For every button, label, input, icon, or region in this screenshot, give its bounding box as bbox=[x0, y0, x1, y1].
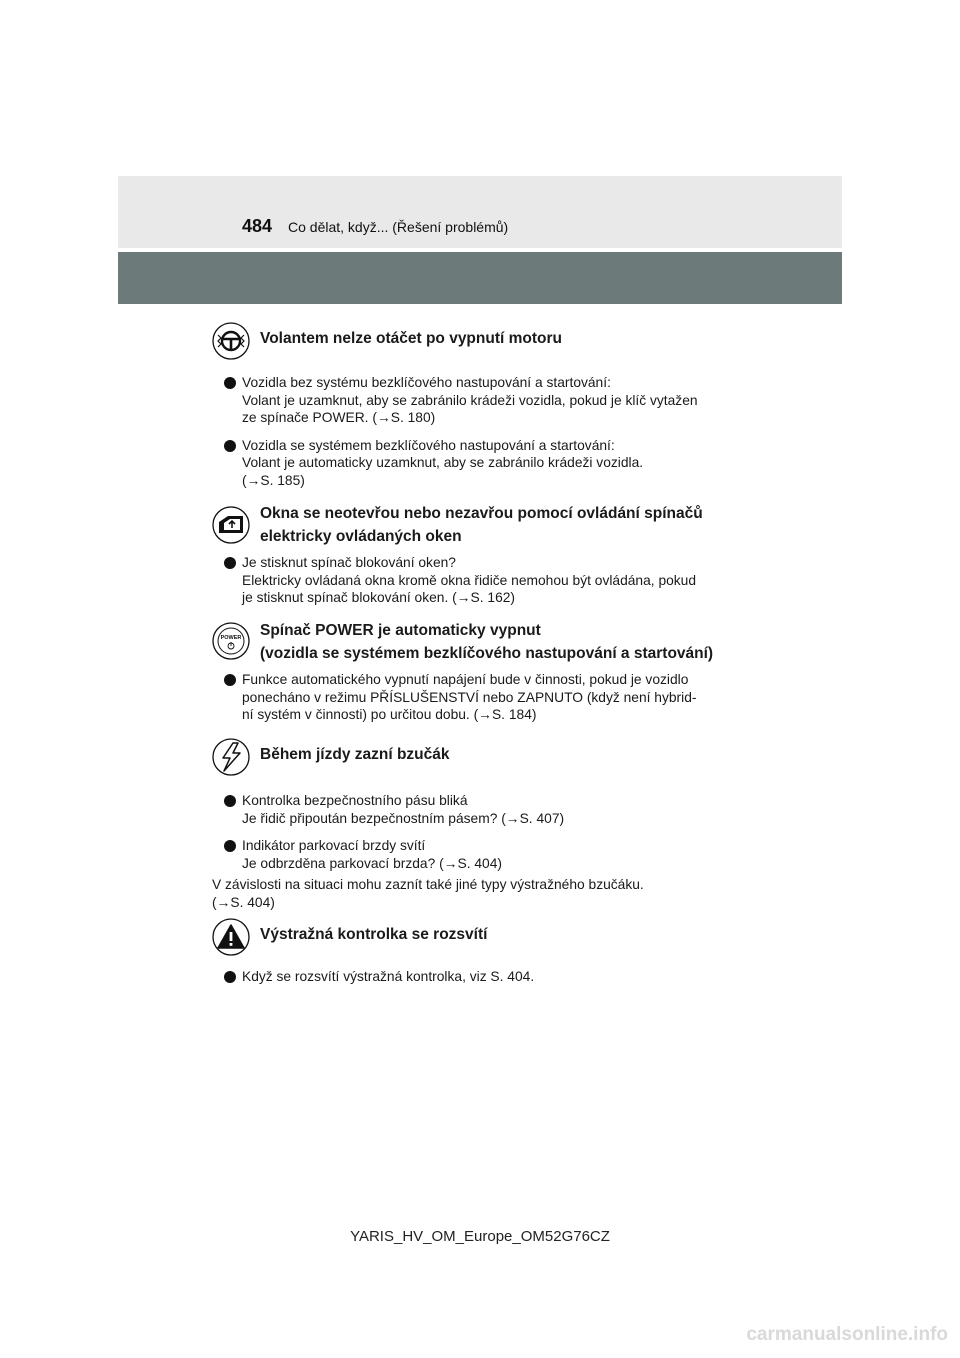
bullet-icon bbox=[224, 440, 236, 452]
power-window-icon bbox=[212, 506, 250, 544]
list-item: Funkce automatického vypnutí napájení bude v činnosti, pokud je vozidlo ponecháno v režimu PŘÍSLUŠENSTVÍ nebo ZAPNUTO (když není hybrid- ní systém v činnosti) po určitou dobu. (→S. 184) bbox=[212, 671, 752, 724]
power-label: POWER bbox=[220, 635, 242, 641]
section-power-switch bbox=[212, 619, 752, 724]
note-text: V závislosti na situaci mohu zaznít také jiné typy výstražného bzučáku. (→S. 404) bbox=[212, 877, 644, 910]
list-item: Vozidla se systémem bezklíčového nastupování a startování: Volant je automaticky uzamknut, aby se zabránilo krádeži vozidla. (→S. 185) bbox=[212, 437, 752, 490]
section-header bbox=[212, 619, 752, 665]
bullet-icon bbox=[224, 971, 236, 983]
header-bar bbox=[118, 252, 842, 304]
bullet-icon bbox=[224, 840, 236, 852]
section-header bbox=[212, 502, 752, 548]
page-number: 484 bbox=[242, 216, 273, 236]
section-title: Výstražná kontrolka se rozsvítí bbox=[260, 926, 488, 943]
warning-icon bbox=[212, 918, 250, 956]
section-title: Během jízdy zazní bzučák bbox=[260, 746, 450, 763]
section-header bbox=[212, 738, 752, 778]
list-item: Vozidla bez systému bezklíčového nastupování a startování: Volant je uzamknut, aby se zabránilo krádeži vozidla, pokud je klíč vytažen ze spínače POWER. (→S. 180) bbox=[212, 374, 752, 427]
section-title: Volantem nelze otáčet po vypnutí motoru bbox=[260, 330, 562, 347]
bullet-icon bbox=[224, 377, 236, 389]
bullet-icon bbox=[224, 795, 236, 807]
power-button-icon bbox=[212, 622, 250, 660]
list-item: Indikátor parkovací brzdy svítí Je odbrzděna parkovací brzda? (→S. 404) bbox=[212, 837, 752, 872]
header-band bbox=[118, 176, 842, 248]
section-warning-light bbox=[212, 918, 752, 986]
chapter-title: Co dělat, když... (Řešení problémů) bbox=[288, 219, 509, 235]
list-item: Když se rozsvítí výstražná kontrolka, viz S. 404. bbox=[212, 968, 752, 986]
list-item: Je stisknut spínač blokování oken? Elektricky ovládaná okna kromě okna řidiče nemohou být ovládána, pokud je stisknut spínač blokování oken. (→S. 162) bbox=[212, 554, 752, 607]
section-title: Spínač POWER je automaticky vypnut (vozidla se systémem bezklíčového nastupování a startování) bbox=[260, 622, 714, 662]
list-item: Kontrolka bezpečnostního pásu bliká Je řidič připoután bezpečnostním pásem? (→S. 407) bbox=[212, 792, 752, 827]
section-header bbox=[212, 322, 752, 362]
bullet-icon bbox=[224, 557, 236, 569]
section-windows bbox=[212, 502, 752, 607]
bullet-icon bbox=[224, 674, 236, 686]
section-header bbox=[212, 918, 752, 958]
steering-wheel-icon bbox=[212, 322, 250, 360]
watermark: carmanualsonline.info bbox=[746, 1324, 948, 1345]
section-steering bbox=[212, 322, 752, 489]
section-title: Okna se neotevřou nebo nezavřou pomocí ovládání spínačů elektricky ovládaných oken bbox=[260, 505, 703, 545]
buzzer-icon bbox=[212, 738, 250, 776]
document-code: YARIS_HV_OM_Europe_OM52G76CZ bbox=[350, 1228, 610, 1245]
section-buzzer bbox=[212, 738, 752, 911]
